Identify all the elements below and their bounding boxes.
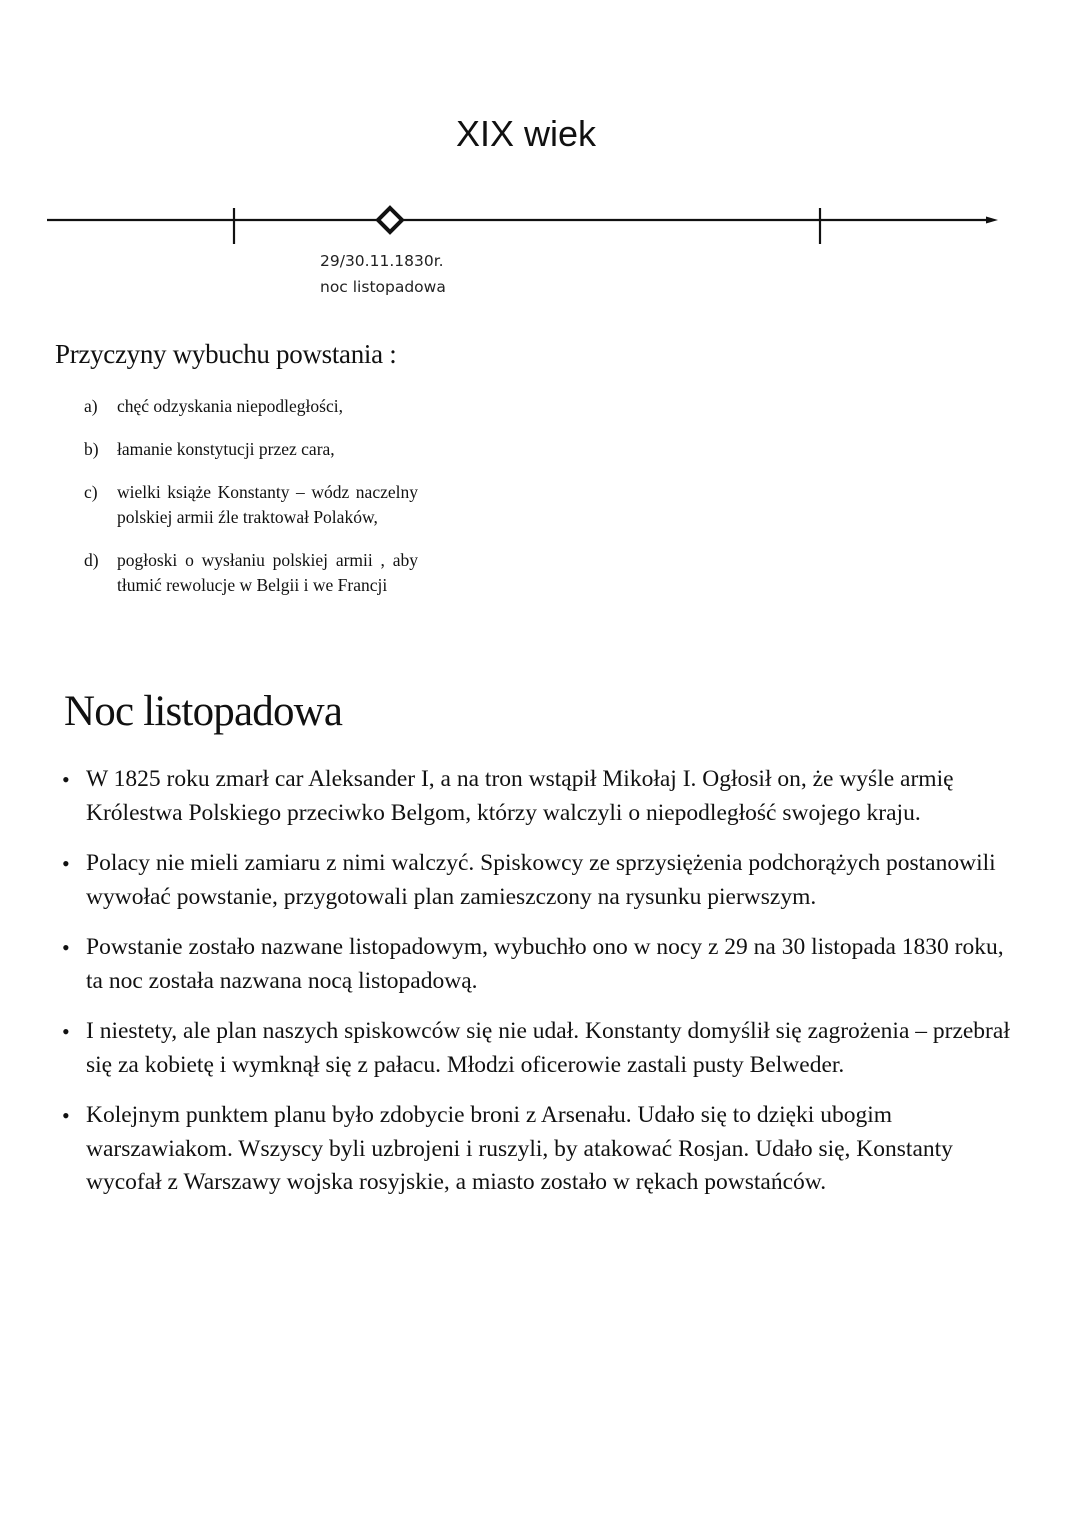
bullet-item — [62, 763, 1022, 830]
bullet-text: W 1825 roku zmarł car Aleksander I, a na tron wstąpił Mikołaj I. Ogłosił on, że wyśle armię Królestwa Polskiego przeciwko Belgom, którzy walczyli o niepodległość swojego kraju. — [86, 766, 954, 826]
cause-text: wielki książe Konstanty – wódz naczelny polskiej armii źle traktował Polaków, — [117, 482, 418, 527]
cause-text: chęć odzyskania niepodległości, — [117, 396, 343, 416]
cause-item — [84, 394, 418, 419]
bullet-marker: • — [62, 767, 70, 792]
bullet-marker: • — [62, 851, 70, 876]
causes-heading: Przyczyny wybuchu powstania : — [55, 339, 397, 369]
bullet-marker: • — [62, 1103, 70, 1128]
cause-letter: c) — [84, 482, 98, 502]
cause-text: łamanie konstytucji przez cara, — [117, 439, 335, 459]
bullet-marker: • — [62, 1019, 70, 1044]
event-name: noc listopadowa — [320, 278, 446, 296]
timeline-event-label — [320, 248, 446, 300]
cause-letter: b) — [84, 439, 99, 459]
bullet-list — [62, 763, 1022, 1217]
cause-item — [84, 548, 418, 598]
timeline-event-marker — [378, 208, 402, 232]
cause-item — [84, 480, 418, 530]
timeline-arrowhead — [986, 217, 998, 224]
cause-item — [84, 437, 418, 462]
bullet-text: Polacy nie mieli zamiaru z nimi walczyć. Spiskowcy ze sprzysiężenia podchorążych postanowili wywołać powstanie, przygotowali plan zamieszczony na rysunku pierwszym. — [86, 850, 996, 910]
bullet-marker: • — [62, 935, 70, 960]
event-date: 29/30.11.1830r. — [320, 252, 444, 270]
cause-letter: a) — [84, 396, 98, 416]
bullet-text: Powstanie zostało nazwane listopadowym, wybuchło ono w nocy z 29 na 30 listopada 1830 roku, ta noc została nazwana nocą listopadową. — [86, 934, 1004, 994]
causes-list — [84, 394, 418, 616]
cause-text: pogłoski o wysłaniu polskiej armii , aby tłumić rewolucje w Belgii i we Francji — [117, 550, 418, 595]
timeline — [0, 195, 1000, 250]
page-title: XIX wiek — [455, 113, 597, 154]
bullet-text: Kolejnym punktem planu było zdobycie broni z Arsenału. Udało się to dzięki ubogim warszawiakom. Wszyscy byli uzbrojeni i ruszyli, by atakować Rosjan. Udało się, Konstanty wycofał z Warszawy wojska rosyjskie, a miasto zostało w rękach powstańców. — [86, 1102, 953, 1195]
bullet-item — [62, 1015, 1022, 1082]
bullet-item — [62, 847, 1022, 914]
cause-letter: d) — [84, 550, 99, 570]
bullet-item — [62, 931, 1022, 998]
bullet-text: I niestety, ale plan naszych spiskowców się nie udał. Konstanty domyślił się zagrożenia – przebrał się za kobietę i wymknął się z pałacu. Młodzi oficerowie zastali pusty Belweder. — [86, 1018, 1010, 1078]
section-heading: Noc listopadowa — [64, 688, 343, 735]
bullet-item — [62, 1099, 1022, 1200]
